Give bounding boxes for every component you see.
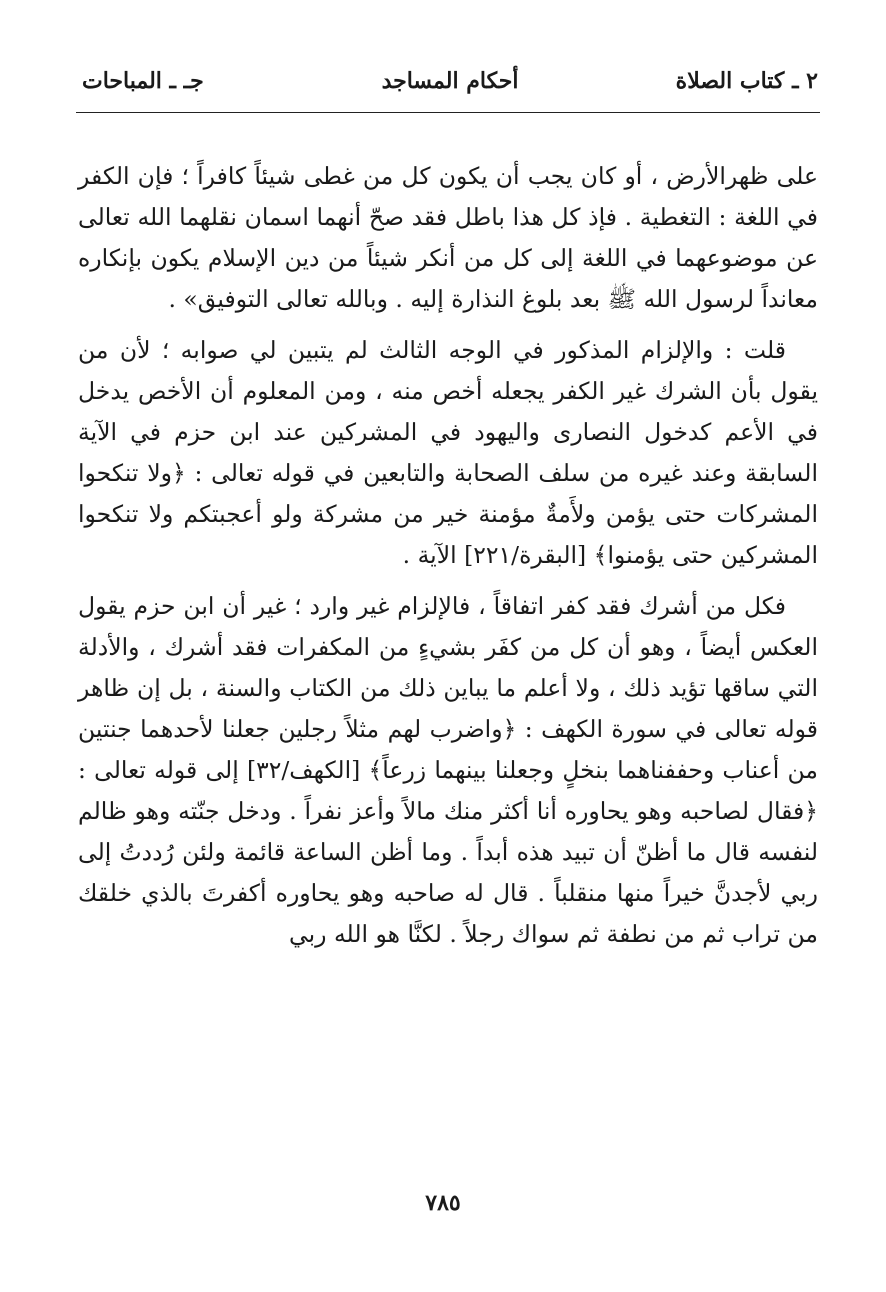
header-divider bbox=[76, 112, 820, 113]
main-text bbox=[78, 156, 818, 955]
paragraph-qultu: قلت : والإلزام المذكور في الوجه الثالث لم يتبين لي صوابه ؛ لأن من يقول بأن الشرك غير الكفر يجعله أخص منه ، ومن المعلوم أن الأخص يدخل في الأعم كدخول النصارى واليهود في المشركين عند ابن حزم في الآية السابقة وعند غيره من سلف الصحابة والتابعين في قوله تعالى : ﴿ولا تنكحوا المشركات حتى يؤمن ولأَمةٌ مؤمنة خير من مشركة ولو أعجبتكم ولا تنكحوا المشركين حتى يؤمنوا﴾ [البقرة/٢٢١] الآية . bbox=[78, 336, 818, 569]
header-chapter-title: ٢ ـ كتاب الصلاة bbox=[675, 68, 818, 94]
running-header bbox=[82, 62, 818, 108]
page-number: ٧٨٥ bbox=[425, 1190, 461, 1216]
paragraph-continuation: على ظهرالأرض ، أو كان يجب أن يكون كل من غطى شيئاً كافراً ؛ فإن الكفر في اللغة : التغطية . فإذ كل هذا باطل فقد صحّ أنهما اسمان نقلهما الله تعالى عن موضوعهما في اللغة إلى كل من أنكر شيئاً من دين الإسلام يكون بإنكاره معانداً لرسول الله ﷺ بعد بلوغ النذارة إليه . وبالله تعالى التوفيق» . bbox=[78, 162, 818, 313]
header-subsection-title: جـ ـ المباحات bbox=[82, 68, 204, 94]
paragraph-kahf: فكل من أشرك فقد كفر اتفاقاً ، فالإلزام غير وارد ؛ غير أن ابن حزم يقول العكس أيضاً ، وهو أن كل من كفَر بشيءٍ من المكفرات فقد أشرك ، والأدلة التي ساقها تؤيد ذلك ، ولا أعلم ما يباين ذلك من الكتاب والسنة ، بل إن ظاهر قوله تعالى في سورة الكهف : ﴿واضرب لهم مثلاً رجلين جعلنا لأحدهما جنتين من أعناب وحففناهما بنخلٍ وجعلنا بينهما زرعاً﴾ [الكهف/٣٢] إلى قوله تعالى : ﴿فقال لصاحبه وهو يحاوره أنا أكثر منك مالاً وأعز نفراً . ودخل جنّته وهو ظالم لنفسه قال ما أظنّ أن تبيد هذه أبداً . وما أظن الساعة قائمة ولئن رُددتُ إلى ربي لأجدنَّ خيراً منها منقلباً . قال له صاحبه وهو يحاوره أكفرتَ بالذي خلقك من تراب ثم من نطفة ثم سواك رجلاً . لكنَّا هو الله ربي bbox=[78, 592, 818, 948]
header-section-title: أحكام المساجد bbox=[381, 68, 519, 94]
